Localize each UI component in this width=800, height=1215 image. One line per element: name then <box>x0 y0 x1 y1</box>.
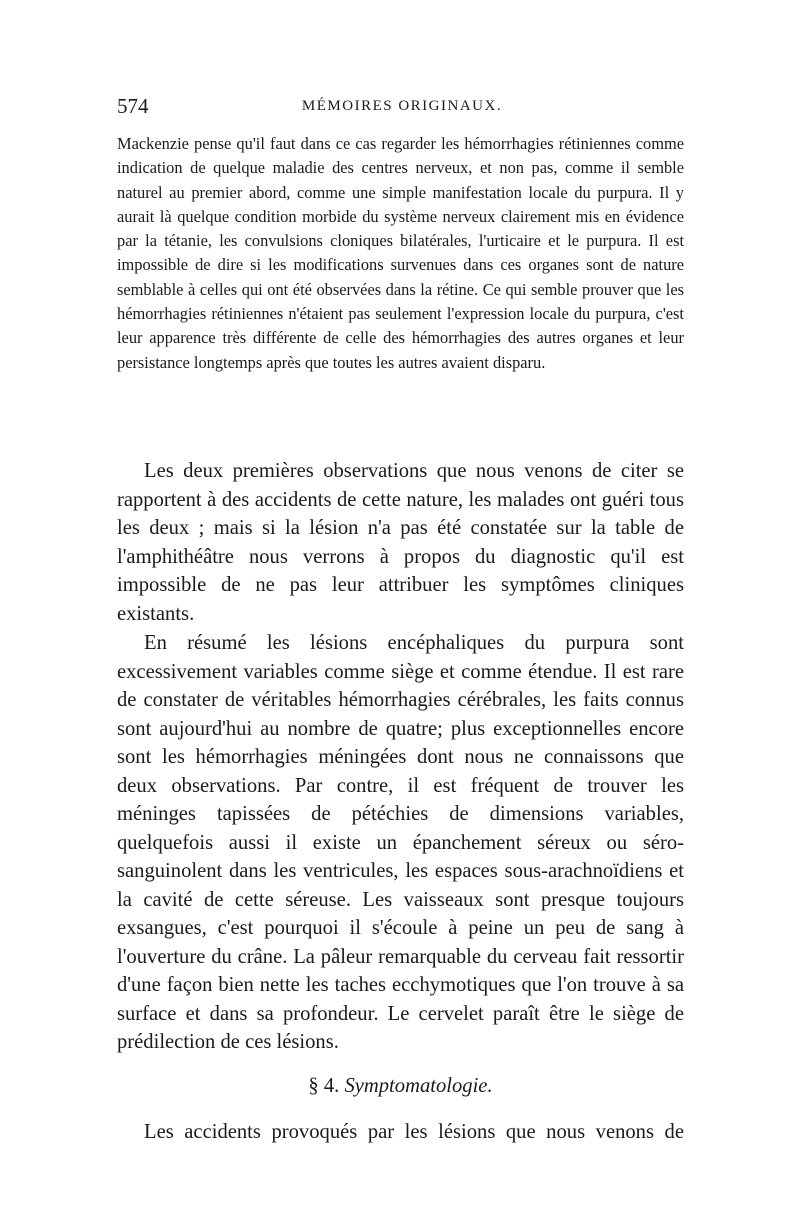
paragraph-observations: Les deux premières observations que nous venons de citer se rapportent à des accidents de cette nature, les malades ont guéri tous les deux ; mais si la lésion n'a pas été constatée sur la table de l'amphithéâtre nous verrons à propos du diagnostic qu'il est impossible de ne pas leur attribuer les symptômes cliniques existants. <box>117 460 684 625</box>
section-heading <box>117 1072 684 1100</box>
paragraph-summary: En résumé les lésions encéphaliques du purpura sont excessivement variables comme siège et comme étendue. Il est rare de constater de véritables hémorrhagies cérébrales, les faits connus sont aujourd'hui au nombre de quatre; plus exceptionnelles encore sont les hémorrhagies méningées dont nous ne connaissons que deux observations. Par contre, il est fréquent de trouver les méninges tapissées de pétéchies de dimensions variables, quelquefois aussi il existe un épanchement séreux ou séro-sanguinolent dans les ventricules, les espaces sous-arachnoïdiens et la cavité de cette séreuse. Les vaisseaux sont presque toujours exsangues, c'est pourquoi il s'écoule à peine un peu de sang à l'ouverture du crâne. La pâleur remarquable du cerveau fait ressortir d'une façon bien nette les taches ecchymotiques que l'on trouve à sa surface et dans sa profondeur. Le cervelet paraît être le siège de prédilection de ces lésions. <box>117 632 684 1053</box>
page-number: 574 <box>117 94 149 118</box>
section-number: § 4. <box>308 1075 340 1097</box>
paragraph-continuation: Les accidents provoqués par les lésions que nous venons de <box>144 1121 684 1143</box>
page-header <box>117 94 687 122</box>
running-title: MÉMOIRES ORIGINAUX. <box>301 98 503 114</box>
paragraph-small-print: Mackenzie pense qu'il faut dans ce cas regarder les hémorrhagies rétiniennes comme indication de quelque maladie des centres nerveux, et non pas, comme il semble naturel au premier abord, comme une simple manifestation locale du purpura. Il y aurait là quelque condition morbide du système nerveux clairement mis en évidence par la tétanie, les convulsions cloniques bilatérales, l'urticaire et le purpura. Il est impossible de dire si les modifications survenues dans ces organes sont de nature semblable à celles qui ont été observées dans la rétine. Ce qui semble prouver que les hémorrhagies rétiniennes n'étaient pas seulement l'expression locale du purpura, c'est leur apparence très différente de celle des hémorrhagies des autres organes et leur persistance longtemps après que toutes les autres avaient disparu. <box>117 134 684 372</box>
section-title: Symptomatologie. <box>344 1075 493 1097</box>
